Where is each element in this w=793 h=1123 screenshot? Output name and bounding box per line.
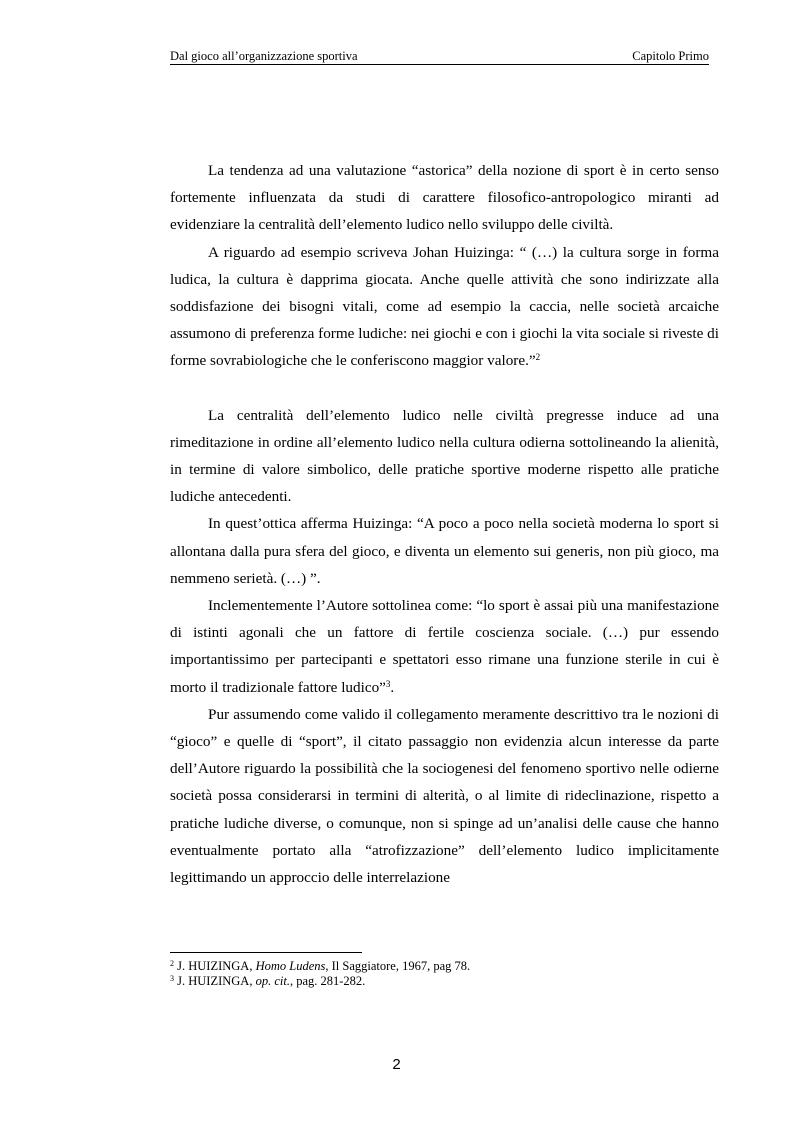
- paragraph: Pur assumendo come valido il collegamento meramente descrittivo tra le nozioni di “gioco” e quelle di “sport”, il citato passaggio non evidenzia alcun interesse da parte dell’Autore riguardo la possibilità che la sociogenesi del fenomeno sportivo nelle odierne società possa considerarsi in termini di alterità, o al limite di rideclinazione, rispetto a pratiche ludiche diverse, o comunque, non si spinge ad un’analisi delle cause che hanno eventualmente portato alla “atrofizzazione” dell’elemento ludico implicitamente legittimando un approccio delle interrelazione: [170, 705, 719, 887]
- paragraph: In quest’ottica afferma Huizinga: “A poco a poco nella società moderna lo sport si allontana dalla pura sfera del gioco, e diventa un elemento sui generis, non più gioco, ma nemmeno serietà. (…) ”.: [170, 515, 719, 587]
- paragraph: La centralità dell’elemento ludico nelle civiltà pregresse induce ad una rimeditazione in ordine all’elemento ludico nella cultura odierna sottolineando la alienità, in termine di valore simbolico, delle pratiche sportive moderne rispetto alle pratiche ludiche antecedenti.: [170, 406, 719, 506]
- header-chapter: Capitolo Primo: [632, 49, 709, 63]
- header-book-title: Dal gioco all’organizzazione sportiva: [170, 49, 358, 63]
- body-text: [170, 157, 719, 891]
- running-header: [170, 48, 709, 65]
- footnote: $^3$ J. HUIZINGA, op. cit., pag. 281-282.: [170, 974, 366, 988]
- footnote-ref[interactable]: 3: [385, 678, 391, 689]
- paragraph: A riguardo ad esempio scriveva Johan Huizinga: “ (…) la cultura sorge in forma ludica, la cultura è dapprima giocata. Anche quelle attività che sono indirizzate alla soddisfazione dei bisogni vitali, come ad esempio la caccia, nelle società arcaiche assumono di preferenza forme ludiche: nei giochi e con i giochi la vita sociale si riveste di forme sovrabiologiche che le conferiscono maggior valore.”$^2$: [170, 243, 719, 370]
- paragraph: La tendenza ad una valutazione “astorica” della nozione di sport è in certo senso fortemente influenzata da studi di carattere filosofico-antropologico miranti ad evidenziare la centralità dell’elemento ludico nello sviluppo delle civiltà.: [170, 162, 719, 234]
- footnote-separator: [170, 952, 362, 953]
- footnote-ref[interactable]: 2: [535, 352, 541, 363]
- page-number: 2: [392, 1056, 401, 1073]
- footnote: $^2$ J. HUIZINGA, Homo Ludens, Il Saggiatore, 1967, pag 78.: [170, 959, 471, 973]
- footnotes: [170, 959, 719, 989]
- paragraph: Inclementemente l’Autore sottolinea come: “lo sport è assai più una manifestazione di istinti agonali che un fattore di fertile coscienza sociale. (…) pur essendo importantissimo per partecipanti e spettatori esso rimane una funzione sterile in cui è morto il tradizionale fattore ludico”$^3$.: [170, 597, 719, 696]
